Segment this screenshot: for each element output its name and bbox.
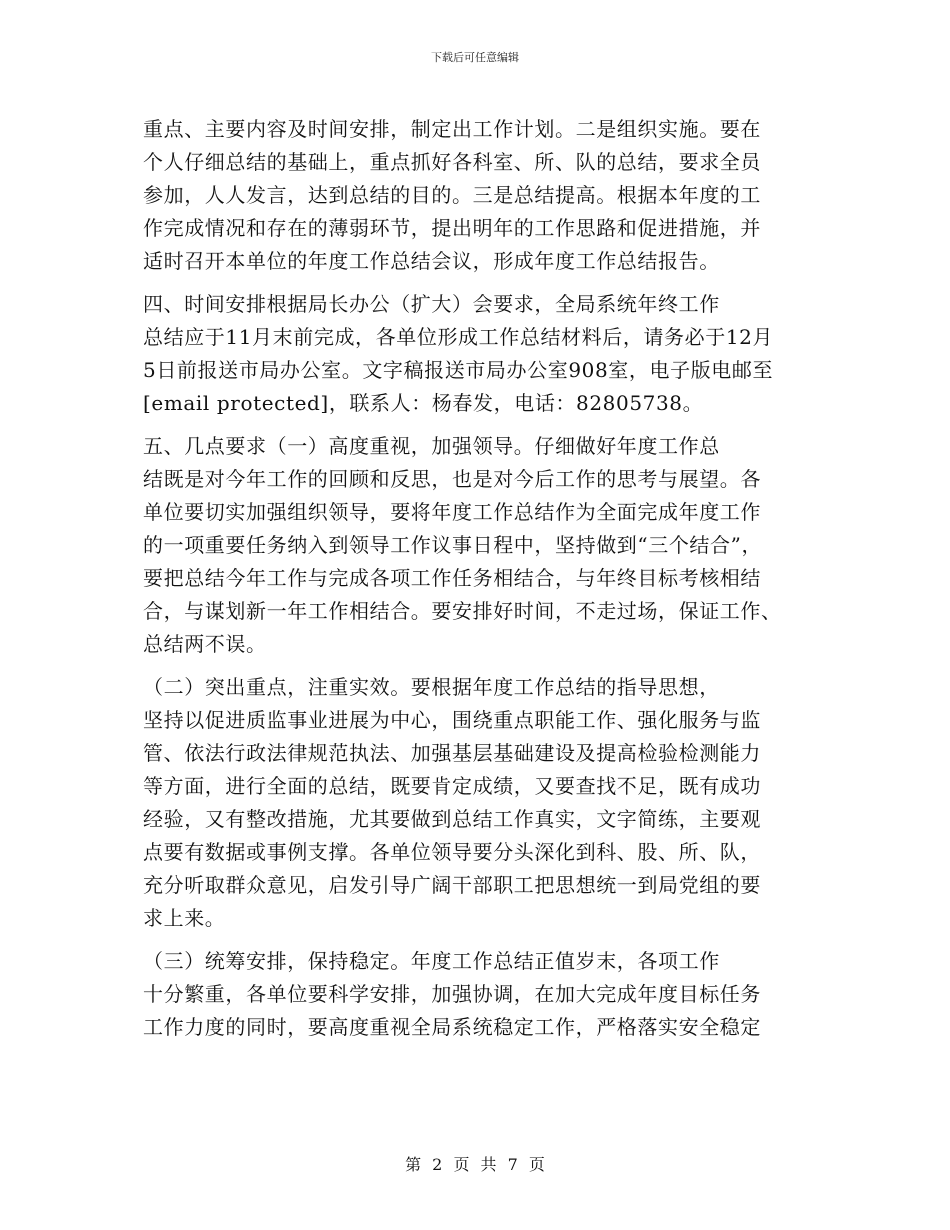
- paragraph-gap: [143, 420, 805, 430]
- text-line: 合，与谋划新一年工作相结合。要安排好时间，不走过场，保证工作、: [143, 599, 782, 623]
- text-line: 工作力度的同时，要高度重视全局系统稳定工作，严格落实安全稳定: [143, 1015, 761, 1039]
- text-line: [email protected]，联系人：杨春发，电话：82805738。: [143, 391, 704, 415]
- text-line: 四、时间安排根据局长办公（扩大）会要求，全局系统年终工作: [143, 292, 720, 316]
- text-line: 重点、主要内容及时间安排，制定出工作计划。二是组织实施。要在: [143, 117, 761, 141]
- text-line: 的一项重要任务纳入到领导工作议事日程中，坚持做到“三个结合”，: [143, 533, 763, 557]
- text-line: 参加，人人发言，达到总结的目的。三是总结提高。根据本年度的工: [143, 183, 761, 207]
- text-line: 作完成情况和存在的薄弱环节，提出明年的工作思路和促进措施，并: [143, 216, 761, 240]
- text-line: 等方面，进行全面的总结，既要肯定成绩，又要查找不足，既有成功: [143, 774, 761, 798]
- paragraph: [143, 288, 805, 420]
- text-line: 总结两不误。: [143, 632, 267, 656]
- text-line: 五、几点要求（一）高度重视，加强领导。仔细做好年度工作总: [143, 434, 720, 458]
- page-header: 下载后可任意编辑: [431, 51, 519, 64]
- text-line: 5日前报送市局办公室。文字稿报送市局办公室908室，电子版电邮至: [143, 358, 774, 382]
- text-line: （三）统筹安排，保持稳定。年度工作总结正值岁末，各项工作: [143, 949, 720, 973]
- document-body: [143, 113, 805, 1044]
- text-line: 要把总结今年工作与完成各项工作任务相结合，与年终目标考核相结: [143, 566, 761, 590]
- paragraph: [143, 945, 805, 1044]
- text-line: 坚持以促进质监事业进展为中心，围绕重点职能工作、强化服务与监: [143, 708, 761, 732]
- text-line: 点要有数据或事例支撑。各单位领导要分头深化到科、股、所、队，: [143, 840, 761, 864]
- page-footer: 第 2 页 共 7 页: [405, 1155, 545, 1174]
- text-line: 求上来。: [143, 906, 226, 930]
- paragraph: [143, 113, 805, 278]
- text-line: 结既是对今年工作的回顾和反思，也是对今后工作的思考与展望。各: [143, 467, 761, 491]
- text-line: 个人仔细总结的基础上，重点抓好各科室、所、队的总结，要求全员: [143, 150, 761, 174]
- paragraph-gap: [143, 935, 805, 945]
- text-line: 总结应于11月末前完成，各单位形成工作总结材料后，请务必于12月: [143, 325, 774, 349]
- text-line: 管、依法行政法律规范执法、加强基层基础建设及提高检验检测能力: [143, 741, 761, 765]
- text-line: 充分听取群众意见，启发引导广阔干部职工把思想统一到局党组的要: [143, 873, 761, 897]
- paragraph-gap: [143, 278, 805, 288]
- text-line: 单位要切实加强组织领导，要将年度工作总结作为全面完成年度工作: [143, 500, 761, 524]
- paragraph: [143, 671, 805, 935]
- text-line: 经验，又有整改措施，尤其要做到总结工作真实，文字简练，主要观: [143, 807, 761, 831]
- text-line: （二）突出重点，注重实效。要根据年度工作总结的指导思想，: [143, 675, 720, 699]
- text-line: 适时召开本单位的年度工作总结会议，形成年度工作总结报告。: [143, 249, 720, 273]
- paragraph: [143, 430, 805, 661]
- text-line: 十分繁重，各单位要科学安排，加强协调，在加大完成年度目标任务: [143, 982, 761, 1006]
- paragraph-gap: [143, 661, 805, 671]
